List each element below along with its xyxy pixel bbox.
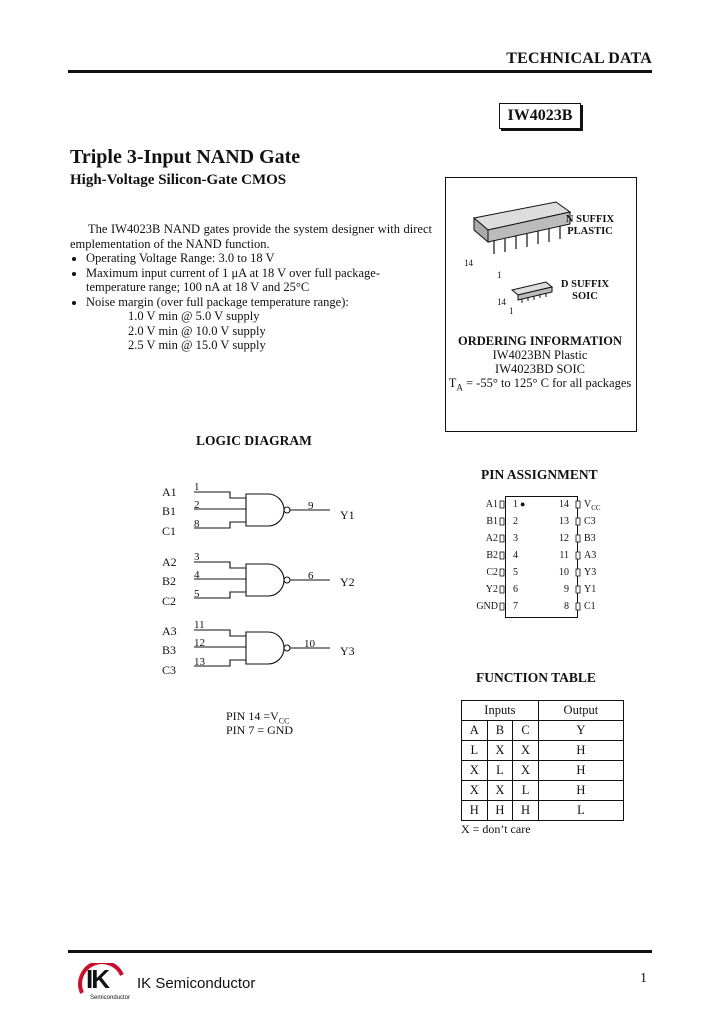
logic-diagram-title: LOGIC DIAGRAM [196, 433, 312, 448]
package-illustration [446, 178, 634, 328]
logic-diagram [150, 478, 370, 678]
pin-number: 13 [194, 656, 205, 668]
footer-rule [68, 950, 652, 953]
dip-package-icon [474, 202, 570, 254]
ordering-title: ORDERING INFORMATION [457, 334, 622, 348]
dip-pin14-label: 14 [464, 258, 473, 268]
pin-number: 9 [308, 500, 314, 512]
pin-number: 14 [559, 499, 569, 510]
pin-number: 10 [559, 567, 569, 578]
ik-logo [76, 963, 132, 1003]
pin-name: B2 [486, 550, 498, 561]
pin-number: 7 [513, 601, 518, 612]
nand-gates-drawing [150, 478, 370, 678]
table-header-row [462, 701, 624, 721]
table-cell: X [513, 761, 539, 781]
output-label: Y3 [340, 644, 355, 658]
feature-item: • Operating Voltage Range: 3.0 to 18 V [86, 251, 432, 266]
table-cell: H [538, 741, 623, 761]
column-header: Y [538, 721, 623, 741]
pin-number: 11 [559, 550, 569, 561]
feature-item: • Noise margin (over full package temperature range): [86, 295, 432, 310]
noise-margin: 2.0 V min @ 10.0 V supply [128, 323, 266, 338]
table-cell: H [538, 781, 623, 801]
pin-number: 2 [513, 516, 518, 527]
pin-number: 3 [194, 551, 200, 563]
input-label: C1 [162, 524, 177, 538]
output-label: Y1 [340, 508, 355, 522]
page-title: Triple 3-Input NAND Gate [70, 146, 301, 168]
logo-caption: Semiconductor [90, 995, 131, 1001]
feature-item: • Maximum input current of 1 μA at 18 V over full package-temperature range; 100 nA at 18 V and 25°C [86, 266, 432, 295]
table-cell: H [462, 801, 488, 821]
pin14-note: PIN $14 =V_{CC}$ [226, 709, 290, 726]
description [70, 222, 432, 353]
table-cell: L [513, 781, 539, 801]
table-row [462, 781, 624, 801]
pin-list [440, 496, 620, 616]
pin-name: C1 [584, 601, 596, 612]
table-cell: X [513, 741, 539, 761]
page-number: 1 [640, 971, 647, 986]
table-note: X = don’t care [461, 822, 531, 836]
pin-name: C2 [486, 567, 498, 578]
table-column-row [462, 721, 624, 741]
table-cell: L [462, 741, 488, 761]
pin7-note: PIN 7 = GND [226, 723, 294, 737]
table-row [462, 761, 624, 781]
dip-pin1-label: 1 [497, 270, 502, 280]
d-suffix-label: D SUFFIX SOIC [560, 279, 610, 302]
pin-number: 1 [513, 499, 518, 510]
table-cell: X [487, 741, 513, 761]
input-label: C2 [162, 594, 177, 608]
table-cell: X [462, 761, 488, 781]
table-cell: H [487, 801, 513, 821]
table-cell: L [487, 761, 513, 781]
pin-number: 12 [194, 637, 205, 649]
pin-number: 4 [194, 569, 200, 581]
pin-name: Y3 [584, 567, 597, 578]
noise-margin: 2.5 V min @ 15.0 V supply [128, 338, 266, 352]
column-header: A [462, 721, 488, 741]
pin-number: 10 [304, 638, 315, 650]
noise-margin: 1.0 V min @ 5.0 V supply [128, 309, 260, 323]
pin-number: 9 [564, 584, 569, 595]
input-label: B3 [162, 643, 177, 657]
pin-name: $V_{CC}$ [584, 499, 601, 512]
input-label: A3 [162, 624, 177, 638]
description-intro: The IW4023B NAND gates provide the system designer with direct emplementation of the NAND function. [70, 222, 432, 251]
table-cell: X [462, 781, 488, 801]
temperature-range: $T_A = -55^\circ$ to 125° C for all packages [448, 376, 632, 393]
soic-pin14-label: 14 [497, 297, 506, 307]
pin1-marker-icon: ● [520, 499, 526, 509]
pin-number: 4 [513, 550, 518, 561]
output-label: Y2 [340, 575, 355, 589]
pin-number: 6 [308, 570, 314, 582]
input-label: B2 [162, 574, 177, 588]
pin-number: 12 [559, 533, 569, 544]
table-cell: H [513, 801, 539, 821]
table-row [462, 741, 624, 761]
input-label: C3 [162, 663, 177, 677]
pin-number: 5 [513, 567, 518, 578]
pin-number: 1 [194, 481, 200, 493]
table-cell: L [538, 801, 623, 821]
pin-number: 5 [194, 588, 200, 600]
soic-pin1-label: 1 [509, 306, 514, 316]
pin-number: 8 [194, 518, 200, 530]
pin-number: 11 [194, 619, 205, 631]
pin-name: B3 [584, 533, 596, 544]
pin-number: 8 [564, 601, 569, 612]
pin-number: 2 [194, 499, 200, 511]
column-header: C [513, 721, 539, 741]
soic-package-icon [512, 282, 552, 303]
pin-name: A2 [485, 533, 498, 544]
pin-name: C3 [584, 516, 596, 527]
pin-name: GND [476, 601, 498, 612]
pin-number: 3 [513, 533, 518, 544]
section-header: TECHNICAL DATA [506, 50, 652, 67]
pin-name: A1 [485, 499, 498, 510]
header-rule [68, 70, 652, 73]
ordering-item: IW4023BN Plastic [492, 348, 588, 362]
feature-list [70, 251, 432, 309]
table-row [462, 801, 624, 821]
logo-letters: IK [86, 964, 108, 994]
table-cell: H [538, 761, 623, 781]
pin-name: A3 [584, 550, 597, 561]
pin-name: Y2 [485, 584, 498, 595]
pin-number: 13 [559, 516, 569, 527]
table-cell: X [487, 781, 513, 801]
ordering-item: IW4023BD SOIC [495, 362, 585, 376]
brand-name: IK Semiconductor [137, 975, 256, 992]
pin-name: Y1 [584, 584, 597, 595]
function-table [461, 700, 624, 821]
input-label: A2 [162, 555, 177, 569]
column-header: B [487, 721, 513, 741]
pin-number: 6 [513, 584, 518, 595]
part-number-box: IW4023B [499, 103, 581, 129]
pin-stubs [499, 496, 589, 616]
input-label: B1 [162, 504, 177, 518]
function-table-title: FUNCTION TABLE [476, 670, 596, 685]
pin-name: B1 [486, 516, 498, 527]
input-label: A1 [162, 485, 177, 499]
page-subtitle: High-Voltage Silicon-Gate CMOS [70, 172, 287, 188]
output-header: Output [538, 701, 623, 721]
inputs-header: Inputs [462, 701, 539, 721]
pin-assignment-title: PIN ASSIGNMENT [481, 467, 598, 482]
n-suffix-label: N SUFFIX PLASTIC [565, 214, 615, 237]
